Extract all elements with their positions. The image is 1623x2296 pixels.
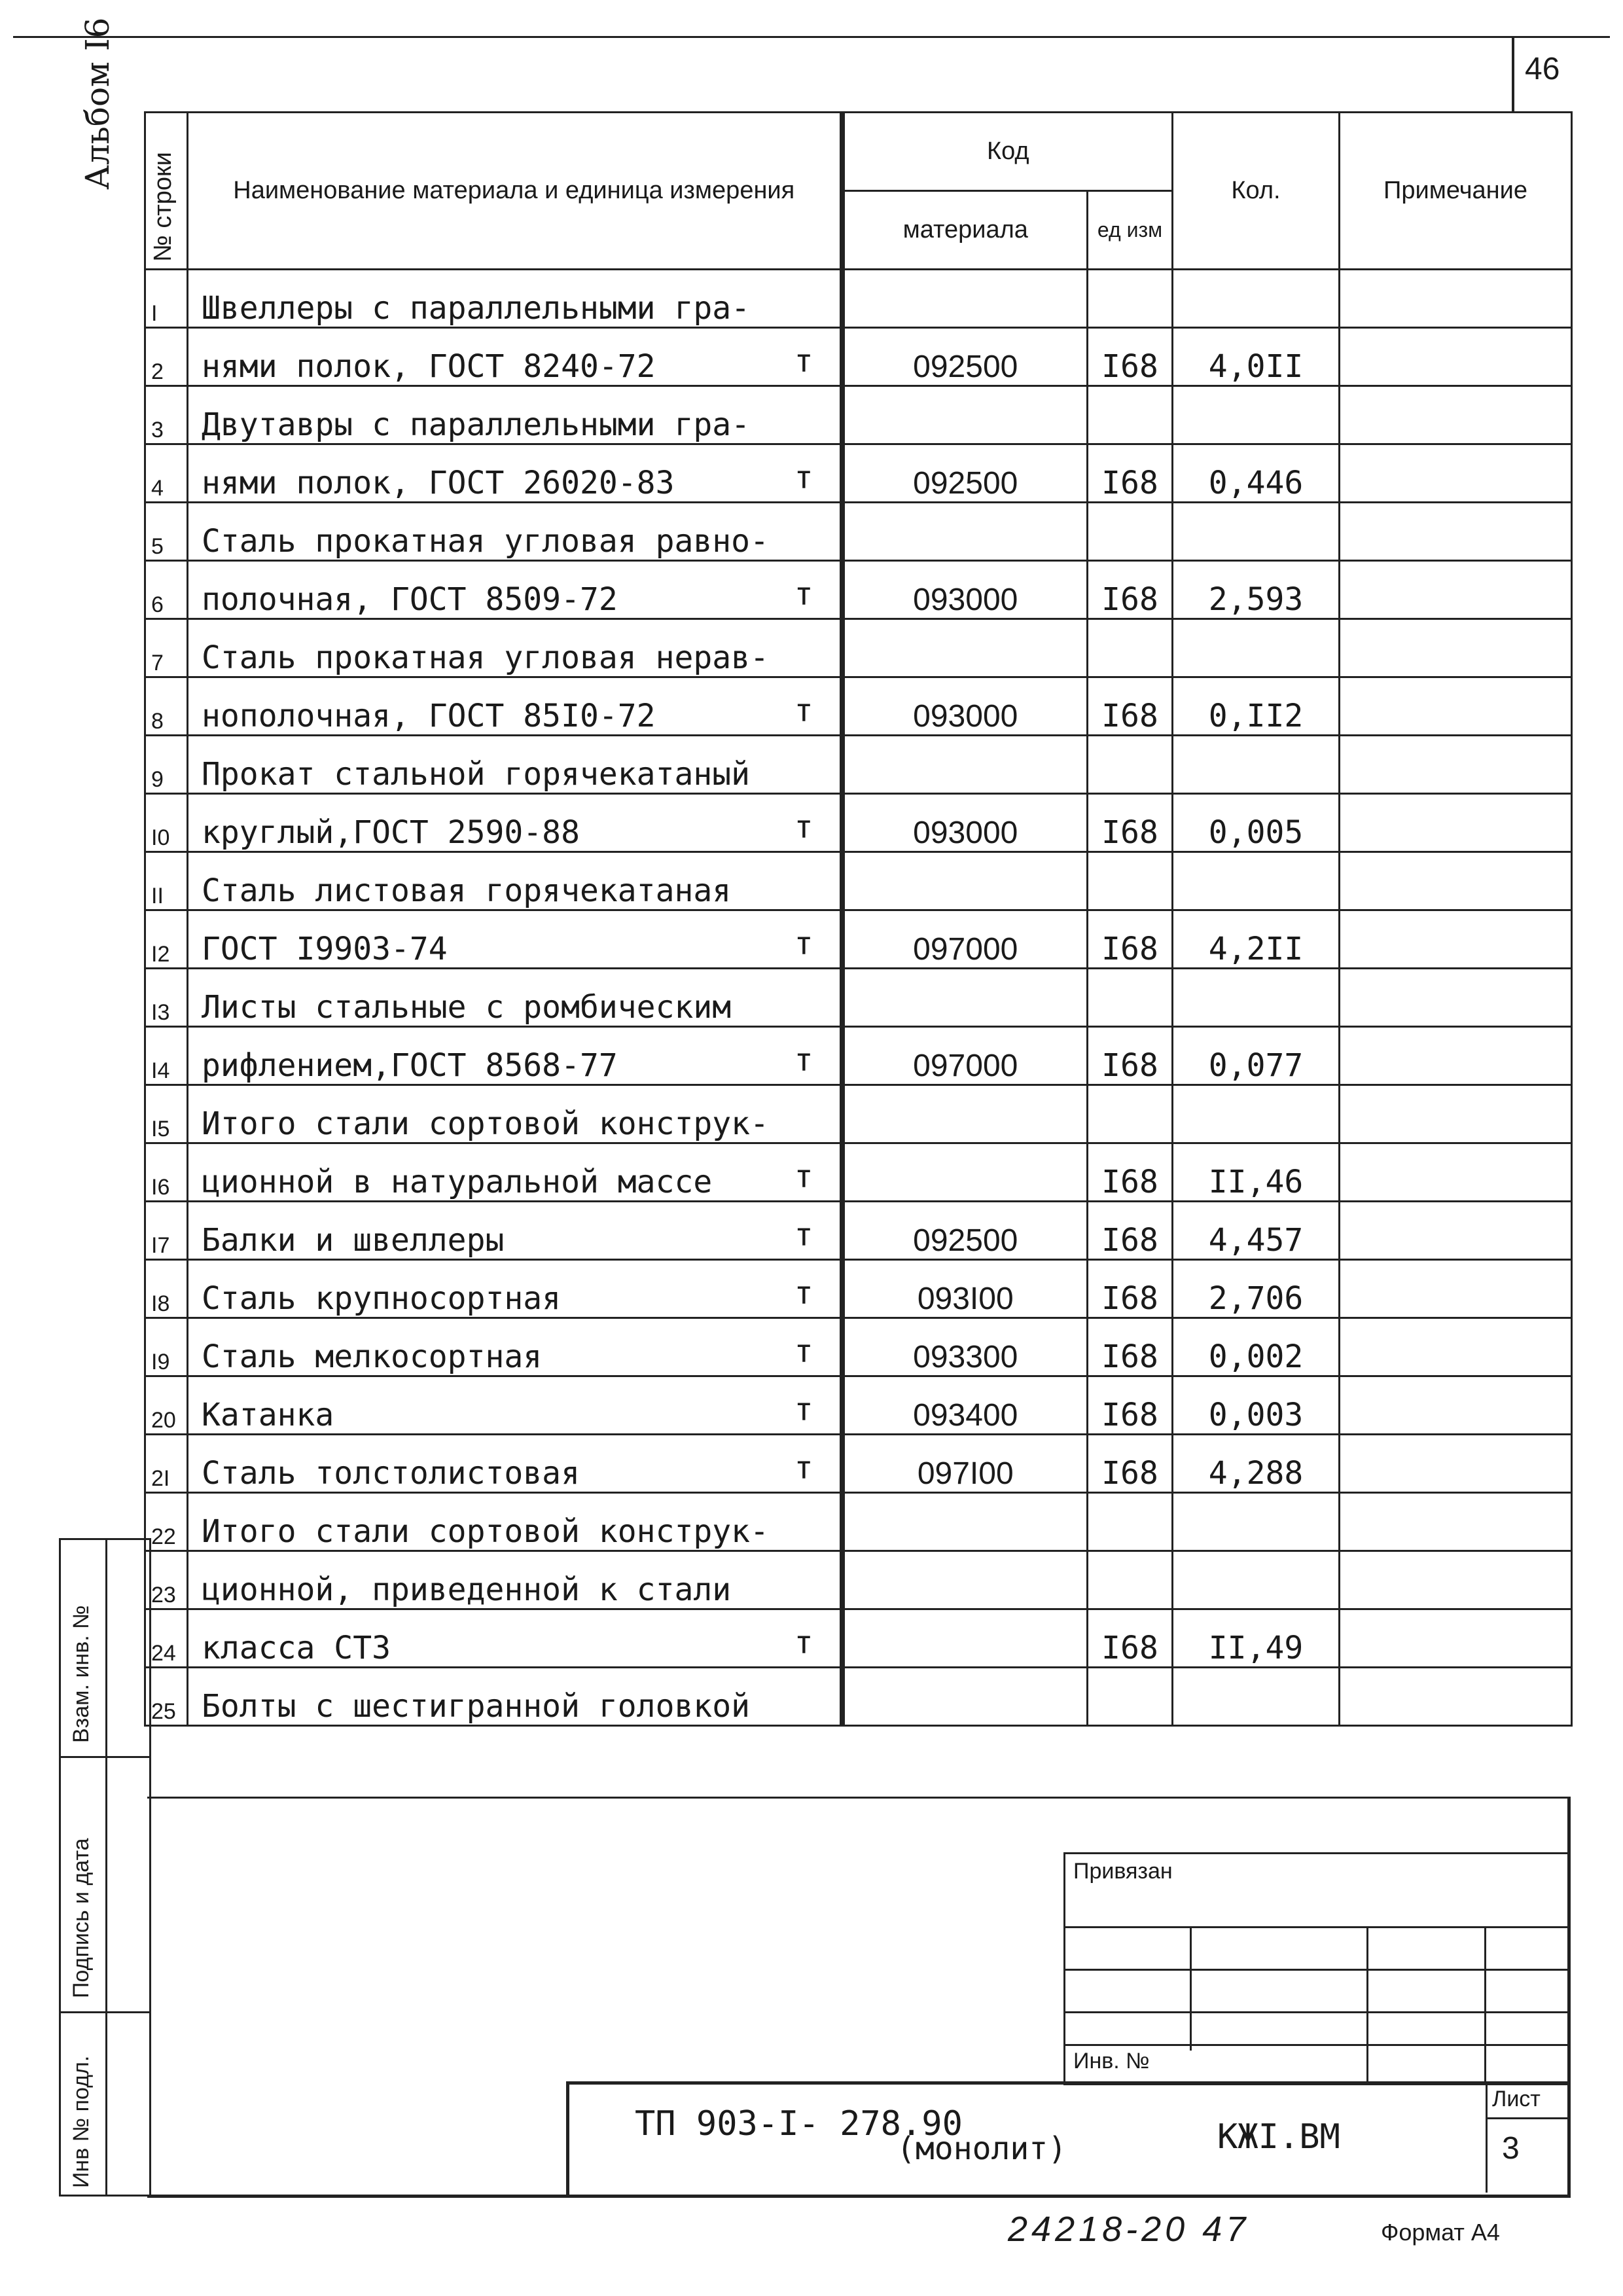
measure-unit: т bbox=[794, 1158, 813, 1195]
measure-unit: т bbox=[794, 576, 813, 613]
note bbox=[1340, 270, 1572, 328]
measure-unit: т bbox=[794, 692, 813, 729]
material-name-text: класса СТ3 bbox=[202, 1630, 391, 1666]
row-number: I7 bbox=[145, 1202, 188, 1260]
quantity bbox=[1173, 1493, 1340, 1551]
quantity: 0,446 bbox=[1173, 444, 1340, 503]
material-name-text: круглый,ГОСТ 2590-88 bbox=[202, 814, 580, 851]
material-name bbox=[188, 969, 842, 1027]
table-row bbox=[145, 1318, 1572, 1376]
table-row bbox=[145, 1435, 1572, 1493]
row-number: 8 bbox=[145, 677, 188, 736]
material-name bbox=[188, 677, 842, 736]
material-name bbox=[188, 1435, 842, 1493]
material-name-text: нополочная, ГОСТ 85I0-72 bbox=[202, 698, 656, 734]
material-name bbox=[188, 503, 842, 561]
unit-code-header: ед изм bbox=[1088, 191, 1173, 270]
measure-unit: т bbox=[794, 809, 813, 846]
material-code: 097000 bbox=[842, 910, 1088, 969]
note bbox=[1340, 677, 1572, 736]
sheet-label: Лист bbox=[1492, 2087, 1541, 2111]
note bbox=[1340, 1668, 1572, 1726]
table-row bbox=[145, 1260, 1572, 1318]
quantity: 0,II2 bbox=[1173, 677, 1340, 736]
material-code bbox=[842, 270, 1088, 328]
material-code: 093000 bbox=[842, 794, 1088, 852]
unit-code: I68 bbox=[1088, 1202, 1173, 1260]
unit-code: I68 bbox=[1088, 1609, 1173, 1668]
note bbox=[1340, 794, 1572, 852]
material-name-text: Итого стали сортовой конструк- bbox=[202, 1105, 769, 1142]
unit-code: I68 bbox=[1088, 1260, 1173, 1318]
row-number: 4 bbox=[145, 444, 188, 503]
row-number: 3 bbox=[145, 386, 188, 444]
unit-code: I68 bbox=[1088, 1435, 1173, 1493]
material-name bbox=[188, 910, 842, 969]
material-name bbox=[188, 1202, 842, 1260]
binding-label: Привязан bbox=[1073, 1859, 1173, 1884]
material-code: 092500 bbox=[842, 328, 1088, 386]
unit-code bbox=[1088, 1551, 1173, 1609]
material-code: 097000 bbox=[842, 1027, 1088, 1085]
note bbox=[1340, 736, 1572, 794]
material-code bbox=[842, 736, 1088, 794]
material-name-text: Балки и швеллеры bbox=[202, 1222, 505, 1259]
sheet-number: 3 bbox=[1502, 2131, 1520, 2166]
material-name bbox=[188, 736, 842, 794]
quantity bbox=[1173, 736, 1340, 794]
note bbox=[1340, 1085, 1572, 1143]
material-code: 093000 bbox=[842, 677, 1088, 736]
row-number: I0 bbox=[145, 794, 188, 852]
measure-unit: т bbox=[794, 1391, 813, 1428]
quantity: II,46 bbox=[1173, 1143, 1340, 1202]
margin-divider bbox=[61, 2011, 149, 2013]
unit-code: I68 bbox=[1088, 1143, 1173, 1202]
material-code bbox=[842, 1143, 1088, 1202]
quantity bbox=[1173, 1551, 1340, 1609]
note bbox=[1340, 1143, 1572, 1202]
material-name-text: Сталь крупносортная bbox=[202, 1280, 562, 1317]
unit-code bbox=[1088, 1085, 1173, 1143]
row-number: 20 bbox=[145, 1376, 188, 1435]
row-number: 6 bbox=[145, 561, 188, 619]
quantity: 0,003 bbox=[1173, 1376, 1340, 1435]
table-row bbox=[145, 1143, 1572, 1202]
unit-code bbox=[1088, 1668, 1173, 1726]
row-number: I9 bbox=[145, 1318, 188, 1376]
material-name-text: ционной в натуральной массе bbox=[202, 1164, 713, 1200]
table-row bbox=[145, 852, 1572, 910]
quantity bbox=[1173, 503, 1340, 561]
page-number-divider bbox=[1512, 36, 1514, 111]
note bbox=[1340, 969, 1572, 1027]
note bbox=[1340, 386, 1572, 444]
quantity: 0,005 bbox=[1173, 794, 1340, 852]
unit-code: I68 bbox=[1088, 677, 1173, 736]
note bbox=[1340, 1318, 1572, 1376]
material-name-text: нями полок, ГОСТ 26020-83 bbox=[202, 465, 675, 501]
table-row bbox=[145, 386, 1572, 444]
archive-number: 24218-20 47 bbox=[1008, 2210, 1250, 2249]
note bbox=[1340, 1609, 1572, 1668]
material-name bbox=[188, 444, 842, 503]
qty-header: Кол. bbox=[1173, 113, 1340, 270]
table-row bbox=[145, 677, 1572, 736]
material-name-text: полочная, ГОСТ 8509-72 bbox=[202, 581, 618, 618]
material-name bbox=[188, 1085, 842, 1143]
table-row bbox=[145, 736, 1572, 794]
quantity: II,49 bbox=[1173, 1609, 1340, 1668]
row-number: I4 bbox=[145, 1027, 188, 1085]
row-number-header: № строки bbox=[145, 113, 188, 270]
materials-table bbox=[144, 111, 1573, 1727]
note bbox=[1340, 1027, 1572, 1085]
material-code bbox=[842, 1085, 1088, 1143]
material-name bbox=[188, 1376, 842, 1435]
material-name bbox=[188, 852, 842, 910]
table-row bbox=[145, 561, 1572, 619]
quantity bbox=[1173, 386, 1340, 444]
row-number: 9 bbox=[145, 736, 188, 794]
material-name-text: Сталь толстолистовая bbox=[202, 1455, 580, 1492]
album-label: Альбом I6 bbox=[79, 17, 116, 190]
measure-unit: т bbox=[794, 925, 813, 962]
note bbox=[1340, 328, 1572, 386]
row-number: I5 bbox=[145, 1085, 188, 1143]
inventory-number-label: Инв. № bbox=[1073, 2049, 1150, 2073]
quantity bbox=[1173, 619, 1340, 677]
material-name bbox=[188, 619, 842, 677]
table-row bbox=[145, 794, 1572, 852]
row-number: I2 bbox=[145, 910, 188, 969]
table-row bbox=[145, 1609, 1572, 1668]
quantity: 0,002 bbox=[1173, 1318, 1340, 1376]
material-name-text: Сталь прокатная угловая нерав- bbox=[202, 639, 769, 676]
material-code: 093I00 bbox=[842, 1260, 1088, 1318]
material-code bbox=[842, 1668, 1088, 1726]
table-row bbox=[145, 1202, 1572, 1260]
material-name-text: Болты с шестигранной головкой bbox=[202, 1688, 751, 1725]
signature-date-label: Подпись и дата bbox=[69, 1838, 94, 1998]
material-name-text: Сталь мелкосортная bbox=[202, 1338, 543, 1375]
material-code: 093000 bbox=[842, 561, 1088, 619]
material-name-text: Сталь листовая горячекатаная bbox=[202, 872, 732, 909]
material-name bbox=[188, 561, 842, 619]
material-name-text: Швеллеры с параллельными гра- bbox=[202, 290, 751, 327]
note bbox=[1340, 561, 1572, 619]
material-code bbox=[842, 969, 1088, 1027]
unit-code bbox=[1088, 852, 1173, 910]
material-code: 093400 bbox=[842, 1376, 1088, 1435]
document-title: ТП 903-I- 278.90 bbox=[635, 2104, 963, 2144]
code-header: Код bbox=[842, 113, 1173, 191]
page-number: 46 bbox=[1525, 52, 1560, 86]
row-number: 2 bbox=[145, 328, 188, 386]
document-subtitle: (монолит) bbox=[897, 2130, 1067, 2167]
row-number: I3 bbox=[145, 969, 188, 1027]
note bbox=[1340, 444, 1572, 503]
table-row bbox=[145, 328, 1572, 386]
top-border-line bbox=[13, 36, 1610, 38]
material-code: 092500 bbox=[842, 444, 1088, 503]
measure-unit: т bbox=[794, 1450, 813, 1486]
material-name bbox=[188, 1493, 842, 1551]
unit-code: I68 bbox=[1088, 328, 1173, 386]
note bbox=[1340, 503, 1572, 561]
measure-unit: т bbox=[794, 459, 813, 496]
material-code: 097I00 bbox=[842, 1435, 1088, 1493]
row-number: 23 bbox=[145, 1551, 188, 1609]
material-name bbox=[188, 1143, 842, 1202]
row-number: 2I bbox=[145, 1435, 188, 1493]
quantity: 4,288 bbox=[1173, 1435, 1340, 1493]
unit-code: I68 bbox=[1088, 444, 1173, 503]
note bbox=[1340, 1551, 1572, 1609]
margin-divider bbox=[61, 1756, 149, 1758]
material-name bbox=[188, 1551, 842, 1609]
quantity bbox=[1173, 969, 1340, 1027]
unit-code bbox=[1088, 969, 1173, 1027]
table-row bbox=[145, 1085, 1572, 1143]
row-number: I bbox=[145, 270, 188, 328]
measure-unit: т bbox=[794, 1333, 813, 1370]
material-code bbox=[842, 619, 1088, 677]
margin-divider bbox=[105, 1540, 107, 2195]
material-name bbox=[188, 270, 842, 328]
material-name bbox=[188, 1318, 842, 1376]
material-name-text: ГОСТ I9903-74 bbox=[202, 931, 448, 967]
quantity bbox=[1173, 270, 1340, 328]
note bbox=[1340, 910, 1572, 969]
material-code bbox=[842, 503, 1088, 561]
material-code bbox=[842, 1493, 1088, 1551]
unit-code bbox=[1088, 1493, 1173, 1551]
material-name bbox=[188, 794, 842, 852]
material-name-text: Катанка bbox=[202, 1397, 334, 1433]
unit-code bbox=[1088, 619, 1173, 677]
material-name bbox=[188, 1668, 842, 1726]
unit-code: I68 bbox=[1088, 1318, 1173, 1376]
row-number: 5 bbox=[145, 503, 188, 561]
material-code bbox=[842, 1609, 1088, 1668]
measure-unit: т bbox=[794, 1217, 813, 1253]
measure-unit: т bbox=[794, 1042, 813, 1079]
quantity bbox=[1173, 852, 1340, 910]
note bbox=[1340, 1376, 1572, 1435]
quantity bbox=[1173, 1085, 1340, 1143]
name-header: Наименование материала и единица измерения bbox=[188, 113, 842, 270]
table-row bbox=[145, 910, 1572, 969]
note bbox=[1340, 1435, 1572, 1493]
row-number: 22 bbox=[145, 1493, 188, 1551]
sheet-divider bbox=[1486, 2117, 1567, 2119]
row-number: I6 bbox=[145, 1143, 188, 1202]
unit-code: I68 bbox=[1088, 561, 1173, 619]
unit-code: I68 bbox=[1088, 794, 1173, 852]
measure-unit: т bbox=[794, 1624, 813, 1661]
document-code: КЖI.ВМ bbox=[1217, 2117, 1340, 2157]
unit-code bbox=[1088, 386, 1173, 444]
row-number: II bbox=[145, 852, 188, 910]
material-name-text: Двутавры с параллельными гра- bbox=[202, 406, 751, 443]
material-code: 092500 bbox=[842, 1202, 1088, 1260]
material-name-text: Итого стали сортовой конструк- bbox=[202, 1513, 769, 1550]
unit-code bbox=[1088, 270, 1173, 328]
unit-code bbox=[1088, 503, 1173, 561]
row-number: 7 bbox=[145, 619, 188, 677]
quantity: 4,2II bbox=[1173, 910, 1340, 969]
table-row bbox=[145, 1493, 1572, 1551]
quantity: 2,593 bbox=[1173, 561, 1340, 619]
table-row bbox=[145, 503, 1572, 561]
table-row bbox=[145, 969, 1572, 1027]
left-margin-stamp bbox=[59, 1538, 151, 2197]
table-row bbox=[145, 444, 1572, 503]
table-row bbox=[145, 270, 1572, 328]
note bbox=[1340, 852, 1572, 910]
replace-inv-label: Взам. инв. № bbox=[69, 1605, 94, 1743]
original-inv-label: Инв № подл. bbox=[69, 2055, 94, 2188]
row-number: 24 bbox=[145, 1609, 188, 1668]
table-row bbox=[145, 1376, 1572, 1435]
material-name bbox=[188, 1609, 842, 1668]
quantity bbox=[1173, 1668, 1340, 1726]
material-name bbox=[188, 1027, 842, 1085]
measure-unit: т bbox=[794, 1275, 813, 1312]
unit-code: I68 bbox=[1088, 1376, 1173, 1435]
material-code bbox=[842, 1551, 1088, 1609]
note bbox=[1340, 1202, 1572, 1260]
material-name bbox=[188, 328, 842, 386]
quantity: 4,457 bbox=[1173, 1202, 1340, 1260]
measure-unit: т bbox=[794, 343, 813, 380]
quantity: 2,706 bbox=[1173, 1260, 1340, 1318]
note bbox=[1340, 1260, 1572, 1318]
material-code-header: материала bbox=[842, 191, 1088, 270]
material-code bbox=[842, 386, 1088, 444]
unit-code: I68 bbox=[1088, 1027, 1173, 1085]
material-name-text: ционной, приведенной к стали bbox=[202, 1571, 732, 1608]
table-row bbox=[145, 1668, 1572, 1726]
table-row bbox=[145, 1551, 1572, 1609]
row-number: 25 bbox=[145, 1668, 188, 1726]
unit-code bbox=[1088, 736, 1173, 794]
table-row bbox=[145, 619, 1572, 677]
note-header: Примечание bbox=[1340, 113, 1572, 270]
material-name-text: Листы стальные с ромбическим bbox=[202, 989, 732, 1026]
row-number: I8 bbox=[145, 1260, 188, 1318]
material-name-text: Сталь прокатная угловая равно- bbox=[202, 523, 769, 560]
note bbox=[1340, 619, 1572, 677]
material-name bbox=[188, 386, 842, 444]
table-row bbox=[145, 1027, 1572, 1085]
material-name-text: Прокат стальной горячекатаный bbox=[202, 756, 751, 793]
paper-format: Формат А4 bbox=[1381, 2219, 1500, 2246]
note bbox=[1340, 1493, 1572, 1551]
material-name bbox=[188, 1260, 842, 1318]
quantity: 0,077 bbox=[1173, 1027, 1340, 1085]
unit-code: I68 bbox=[1088, 910, 1173, 969]
material-code bbox=[842, 852, 1088, 910]
material-name-text: нями полок, ГОСТ 8240-72 bbox=[202, 348, 656, 385]
material-name-text: рифлением,ГОСТ 8568-77 bbox=[202, 1047, 618, 1084]
material-code: 093300 bbox=[842, 1318, 1088, 1376]
quantity: 4,0II bbox=[1173, 328, 1340, 386]
